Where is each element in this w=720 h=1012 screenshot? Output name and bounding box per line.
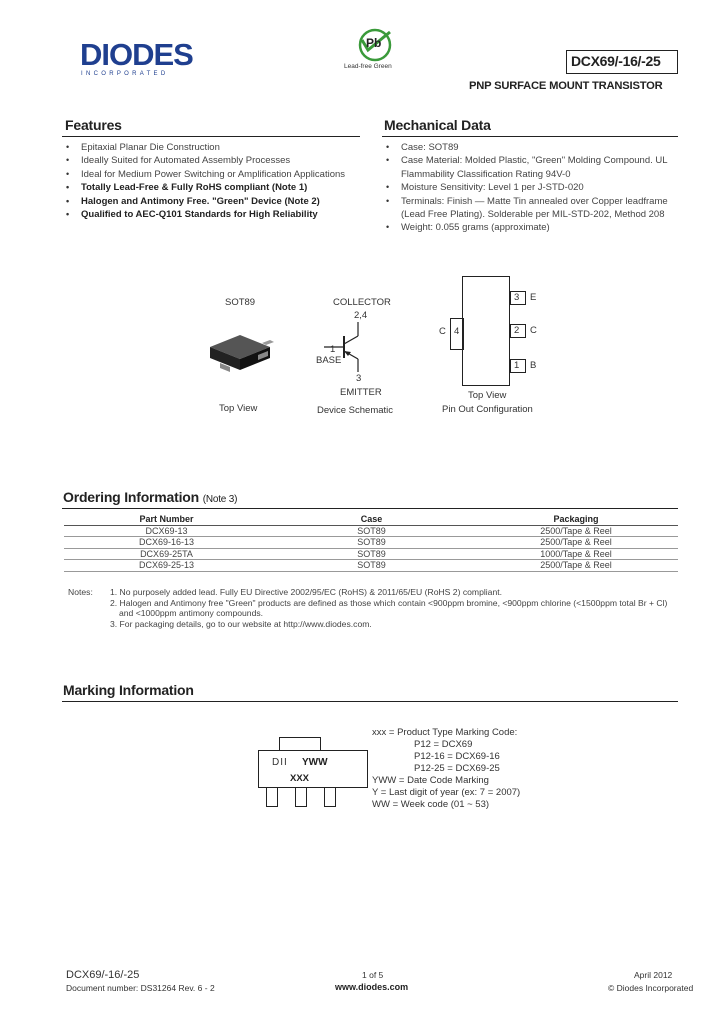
pin-1-number: 1 bbox=[514, 360, 520, 371]
col-case: Case bbox=[269, 514, 474, 525]
marking-chip-logo: DII bbox=[272, 757, 288, 768]
note-1: 1. No purposely added lead. Fully EU Directive 2002/95/EC (RoHS) & 2011/65/EU (RoHS 2) compliant. bbox=[110, 587, 502, 597]
ordering-table bbox=[64, 514, 678, 572]
footer-doc-number: Document number: DS31264 Rev. 6 - 2 bbox=[66, 983, 215, 993]
package-label: SOT89 bbox=[225, 297, 256, 308]
emitter-pin: 3 bbox=[356, 373, 362, 384]
mechanical-list bbox=[384, 141, 680, 235]
table-cell: DCX69-25TA bbox=[64, 548, 269, 560]
marking-legend-3: P12-16 = DCX69-16 bbox=[414, 751, 500, 762]
table-cell: 2500/Tape & Reel bbox=[474, 525, 678, 537]
mechanical-rule bbox=[382, 136, 678, 137]
package-caption: Top View bbox=[219, 403, 258, 414]
mechanical-item: • Weight: 0.055 grams (approximate) bbox=[384, 221, 680, 234]
part-number: DCX69/-16/-25 bbox=[571, 53, 661, 69]
feature-item: • Halogen and Antimony Free. "Green" Device (Note 2) bbox=[64, 195, 364, 208]
lead-free-badge bbox=[340, 28, 410, 74]
marking-rule bbox=[62, 701, 678, 702]
table-cell: DCX69-25-13 bbox=[64, 560, 269, 572]
pin-1-name: B bbox=[530, 360, 537, 371]
table-cell: 2500/Tape & Reel bbox=[474, 560, 678, 572]
marking-legend-6: Y = Last digit of year (ex: 7 = 2007) bbox=[372, 787, 521, 798]
mechanical-item: • Case Material: Molded Plastic, "Green" Molding Compound. UL Flammability Classification Rating 94V-0 bbox=[384, 154, 680, 181]
pinout-body bbox=[462, 276, 510, 386]
table-row bbox=[64, 525, 678, 537]
pin-2-name: C bbox=[530, 325, 537, 336]
notes-label: Notes: bbox=[68, 587, 93, 597]
note-3: 3. For packaging details, go to our website at http://www.diodes.com. bbox=[110, 618, 372, 629]
footer-date: April 2012 bbox=[634, 970, 673, 980]
ordering-note-ref: (Note 3) bbox=[202, 494, 238, 505]
pinout-caption-top: Top View bbox=[468, 390, 507, 401]
table-row bbox=[64, 560, 678, 572]
feature-item: • Ideally Suited for Automated Assembly Processes bbox=[64, 154, 364, 167]
feature-item: • Totally Lead-Free & Fully RoHS compliant (Note 1) bbox=[64, 181, 364, 194]
marking-legend-5: YWW = Date Code Marking bbox=[372, 775, 489, 786]
pb-symbol: Pb bbox=[366, 36, 382, 50]
marking-chip-code: YWW bbox=[302, 757, 328, 768]
logo-text: DIODES bbox=[80, 37, 193, 72]
marking-legend-1: xxx = Product Type Marking Code: bbox=[372, 727, 518, 738]
marking-chip-tab bbox=[279, 737, 321, 751]
schematic-caption: Device Schematic bbox=[317, 405, 394, 416]
base-pin: 1 bbox=[330, 344, 336, 355]
table-cell: 2500/Tape & Reel bbox=[474, 537, 678, 549]
note-2-cont: and <1000ppm antimony compounds. bbox=[119, 608, 264, 618]
marking-chip-body bbox=[258, 750, 368, 788]
pin-3-name: E bbox=[530, 292, 537, 303]
col-part-number: Part Number bbox=[64, 514, 269, 525]
feature-item: • Ideal for Medium Power Switching or Amplification Applications bbox=[64, 168, 364, 181]
mechanical-title: Mechanical Data bbox=[384, 117, 491, 133]
pin-tab-number: 4 bbox=[454, 326, 460, 337]
ordering-title-text: Ordering Information bbox=[63, 489, 200, 505]
base-label: BASE bbox=[316, 355, 342, 366]
pin-tab-label: C bbox=[439, 326, 446, 337]
logo-subtext: INCORPORATED bbox=[81, 71, 169, 77]
marking-legend-2: P12 = DCX69 bbox=[414, 739, 473, 750]
table-cell: DCX69-16-13 bbox=[64, 537, 269, 549]
features-rule bbox=[62, 136, 360, 137]
sot89-package-icon bbox=[200, 325, 280, 380]
feature-item: • Qualified to AEC-Q101 Standards for High Reliability bbox=[64, 208, 364, 221]
mechanical-item: • Moisture Sensitivity: Level 1 per J-STD-020 bbox=[384, 181, 680, 194]
pinout-caption: Pin Out Configuration bbox=[442, 404, 533, 415]
marking-chip-lead-2 bbox=[295, 787, 307, 807]
pin-2-number: 2 bbox=[514, 325, 520, 336]
footer-website[interactable]: www.diodes.com bbox=[335, 982, 409, 992]
marking-chip-lead-3 bbox=[324, 787, 336, 807]
footer-page: 1 of 5 bbox=[362, 970, 384, 980]
marking-legend-7: WW = Week code (01 ~ 53) bbox=[372, 799, 490, 810]
ordering-rule bbox=[62, 508, 678, 509]
ordering-header-row bbox=[64, 514, 678, 525]
emitter-label: EMITTER bbox=[340, 387, 382, 398]
mechanical-item: • Terminals: Finish — Matte Tin annealed over Copper leadframe (Lead Free Plating). Solderable per MIL-STD-202, Method 208 bbox=[384, 195, 680, 222]
collector-label: COLLECTOR bbox=[333, 297, 391, 308]
marking-title: Marking Information bbox=[63, 682, 194, 698]
diodes-logo bbox=[80, 37, 205, 78]
mechanical-item: • Case: SOT89 bbox=[384, 141, 680, 154]
features-list bbox=[64, 141, 364, 221]
features-title: Features bbox=[65, 117, 122, 133]
table-cell: DCX69-13 bbox=[64, 525, 269, 537]
lead-free-label: Lead-free Green bbox=[344, 63, 392, 70]
col-packaging: Packaging bbox=[474, 514, 678, 525]
note-2: 2. Halogen and Antimony free "Green" products are defined as those which contain <900ppm bromine, <900ppm chlorine (<1500ppm total Br + Cl) bbox=[110, 597, 668, 608]
footer-part: DCX69/-16/-25 bbox=[66, 969, 140, 981]
collector-pins: 2,4 bbox=[354, 310, 368, 321]
footer-copyright: © Diodes Incorporated bbox=[608, 983, 694, 993]
device-subtitle: PNP SURFACE MOUNT TRANSISTOR bbox=[469, 80, 663, 92]
notes-list bbox=[110, 587, 690, 629]
marking-chip-xxx: XXX bbox=[290, 773, 310, 784]
table-row bbox=[64, 537, 678, 549]
table-cell: SOT89 bbox=[269, 548, 474, 560]
marking-chip-lead-1 bbox=[266, 787, 278, 807]
ordering-title bbox=[63, 489, 237, 505]
pin-3-number: 3 bbox=[514, 292, 520, 303]
transistor-symbol-icon bbox=[320, 320, 370, 375]
table-cell: SOT89 bbox=[269, 537, 474, 549]
feature-item: • Epitaxial Planar Die Construction bbox=[64, 141, 364, 154]
table-cell: SOT89 bbox=[269, 560, 474, 572]
table-cell: 1000/Tape & Reel bbox=[474, 548, 678, 560]
table-row bbox=[64, 548, 678, 560]
table-cell: SOT89 bbox=[269, 525, 474, 537]
marking-legend-4: P12-25 = DCX69-25 bbox=[414, 763, 500, 774]
